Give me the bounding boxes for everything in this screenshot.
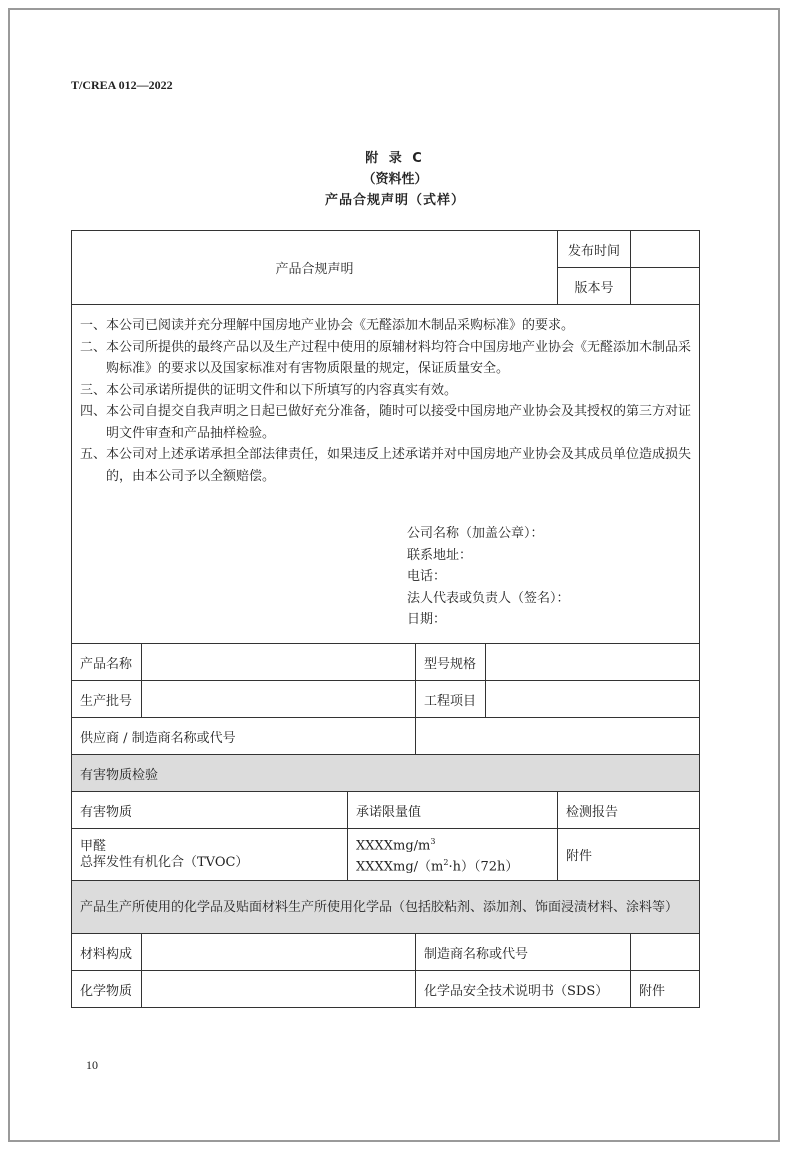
statement-item: 五、本公司对上述承诺承担全部法律责任，如果违反上述承诺并对中国房地产业协会及其成员单位造成损失的，由本公司予以全额赔偿。 [80, 447, 692, 484]
statements-cell [72, 305, 700, 644]
appendix-title: 产品合规声明（式样） [324, 193, 465, 208]
sds-label: 化学品安全技术说明书（SDS） [416, 971, 631, 1008]
chemicals-section-header: 产品生产所使用的化学品及贴面材料生产所使用化学品（包括胶粘剂、添加剂、饰面浸渍材料、涂料等） [72, 881, 700, 934]
release-time-label: 发布时间 [558, 231, 631, 268]
manufacturer-field[interactable] [631, 934, 700, 971]
statement-item: 二、本公司所提供的最终产品以及生产过程中使用的原辅材料均符合中国房地产业协会《无醛添加木制品采购标准》的要求以及国家标准对有害物质限量的规定，保证质量安全。 [80, 339, 692, 376]
formaldehyde-limit: XXXXmg/$m^3$ [356, 837, 436, 854]
chemical-label: 化学物质 [72, 971, 142, 1008]
supplier-field[interactable] [416, 718, 700, 755]
tvoc-label: 总挥发性有机化合（TVOC） [80, 854, 249, 870]
formaldehyde-label: 甲醛 [80, 838, 107, 854]
material-field[interactable] [142, 934, 416, 971]
model-spec-label: 型号规格 [416, 644, 486, 681]
model-spec-field[interactable] [486, 644, 700, 681]
declaration-form [71, 230, 700, 1008]
hazard-report-header: 检测报告 [558, 792, 700, 829]
tvoc-limit: XXXXmg/$(m^2\cdot h)(72h)$ [356, 857, 519, 874]
company-name-label: 公司名称（加盖公章）： [407, 526, 544, 541]
product-name-field[interactable] [142, 644, 416, 681]
statement-item: 四、本公司自提交自我声明之日起已做好充分准备，随时可以接受中国房地产业协会及其授权的第三方对证明文件审查和产品抽样检验。 [80, 404, 692, 441]
supplier-label: 供应商 / 制造商名称或代号 [72, 718, 416, 755]
page-number: 10 [86, 1058, 98, 1072]
signature-block [407, 523, 691, 631]
product-name-label: 产品名称 [72, 644, 142, 681]
chemical-field[interactable] [142, 971, 416, 1008]
hazard-substance-header: 有害物质 [72, 792, 348, 829]
appendix-heading: 附 录 C [365, 151, 425, 166]
sds-value: 附件 [631, 971, 700, 1008]
hazard-section-header: 有害物质检验 [72, 755, 700, 792]
representative-label: 法人代表或负责人（签名）： [407, 590, 570, 606]
project-label: 工程项目 [416, 681, 486, 718]
hazard-limit-header: 承诺限量值 [348, 792, 558, 829]
hazard-report-cell: 附件 [558, 829, 700, 881]
batch-field[interactable] [142, 681, 416, 718]
contact-address-label: 联系地址： [407, 547, 473, 563]
version-label: 版本号 [558, 268, 631, 305]
hazard-substance-cell [72, 829, 348, 881]
material-label: 材料构成 [72, 934, 142, 971]
manufacturer-label: 制造商名称或代号 [416, 934, 631, 971]
document-code: T/CREA 012—2022 [71, 78, 173, 92]
project-field[interactable] [486, 681, 700, 718]
hazard-limit-cell [348, 829, 558, 881]
date-label: 日期： [407, 612, 447, 627]
phone-label: 电话： [407, 569, 447, 584]
declaration-title: 产品合规声明 [72, 231, 558, 305]
release-time-field[interactable] [631, 231, 700, 268]
statement-item: 三、本公司承诺所提供的证明文件和以下所填写的内容真实有效。 [80, 382, 458, 398]
statement-item: 一、本公司已阅读并充分理解中国房地产业协会《无醛添加木制品采购标准》的要求。 [80, 318, 575, 333]
version-field[interactable] [631, 268, 700, 305]
appendix-nature: （资料性） [362, 172, 428, 187]
batch-label: 生产批号 [72, 681, 142, 718]
